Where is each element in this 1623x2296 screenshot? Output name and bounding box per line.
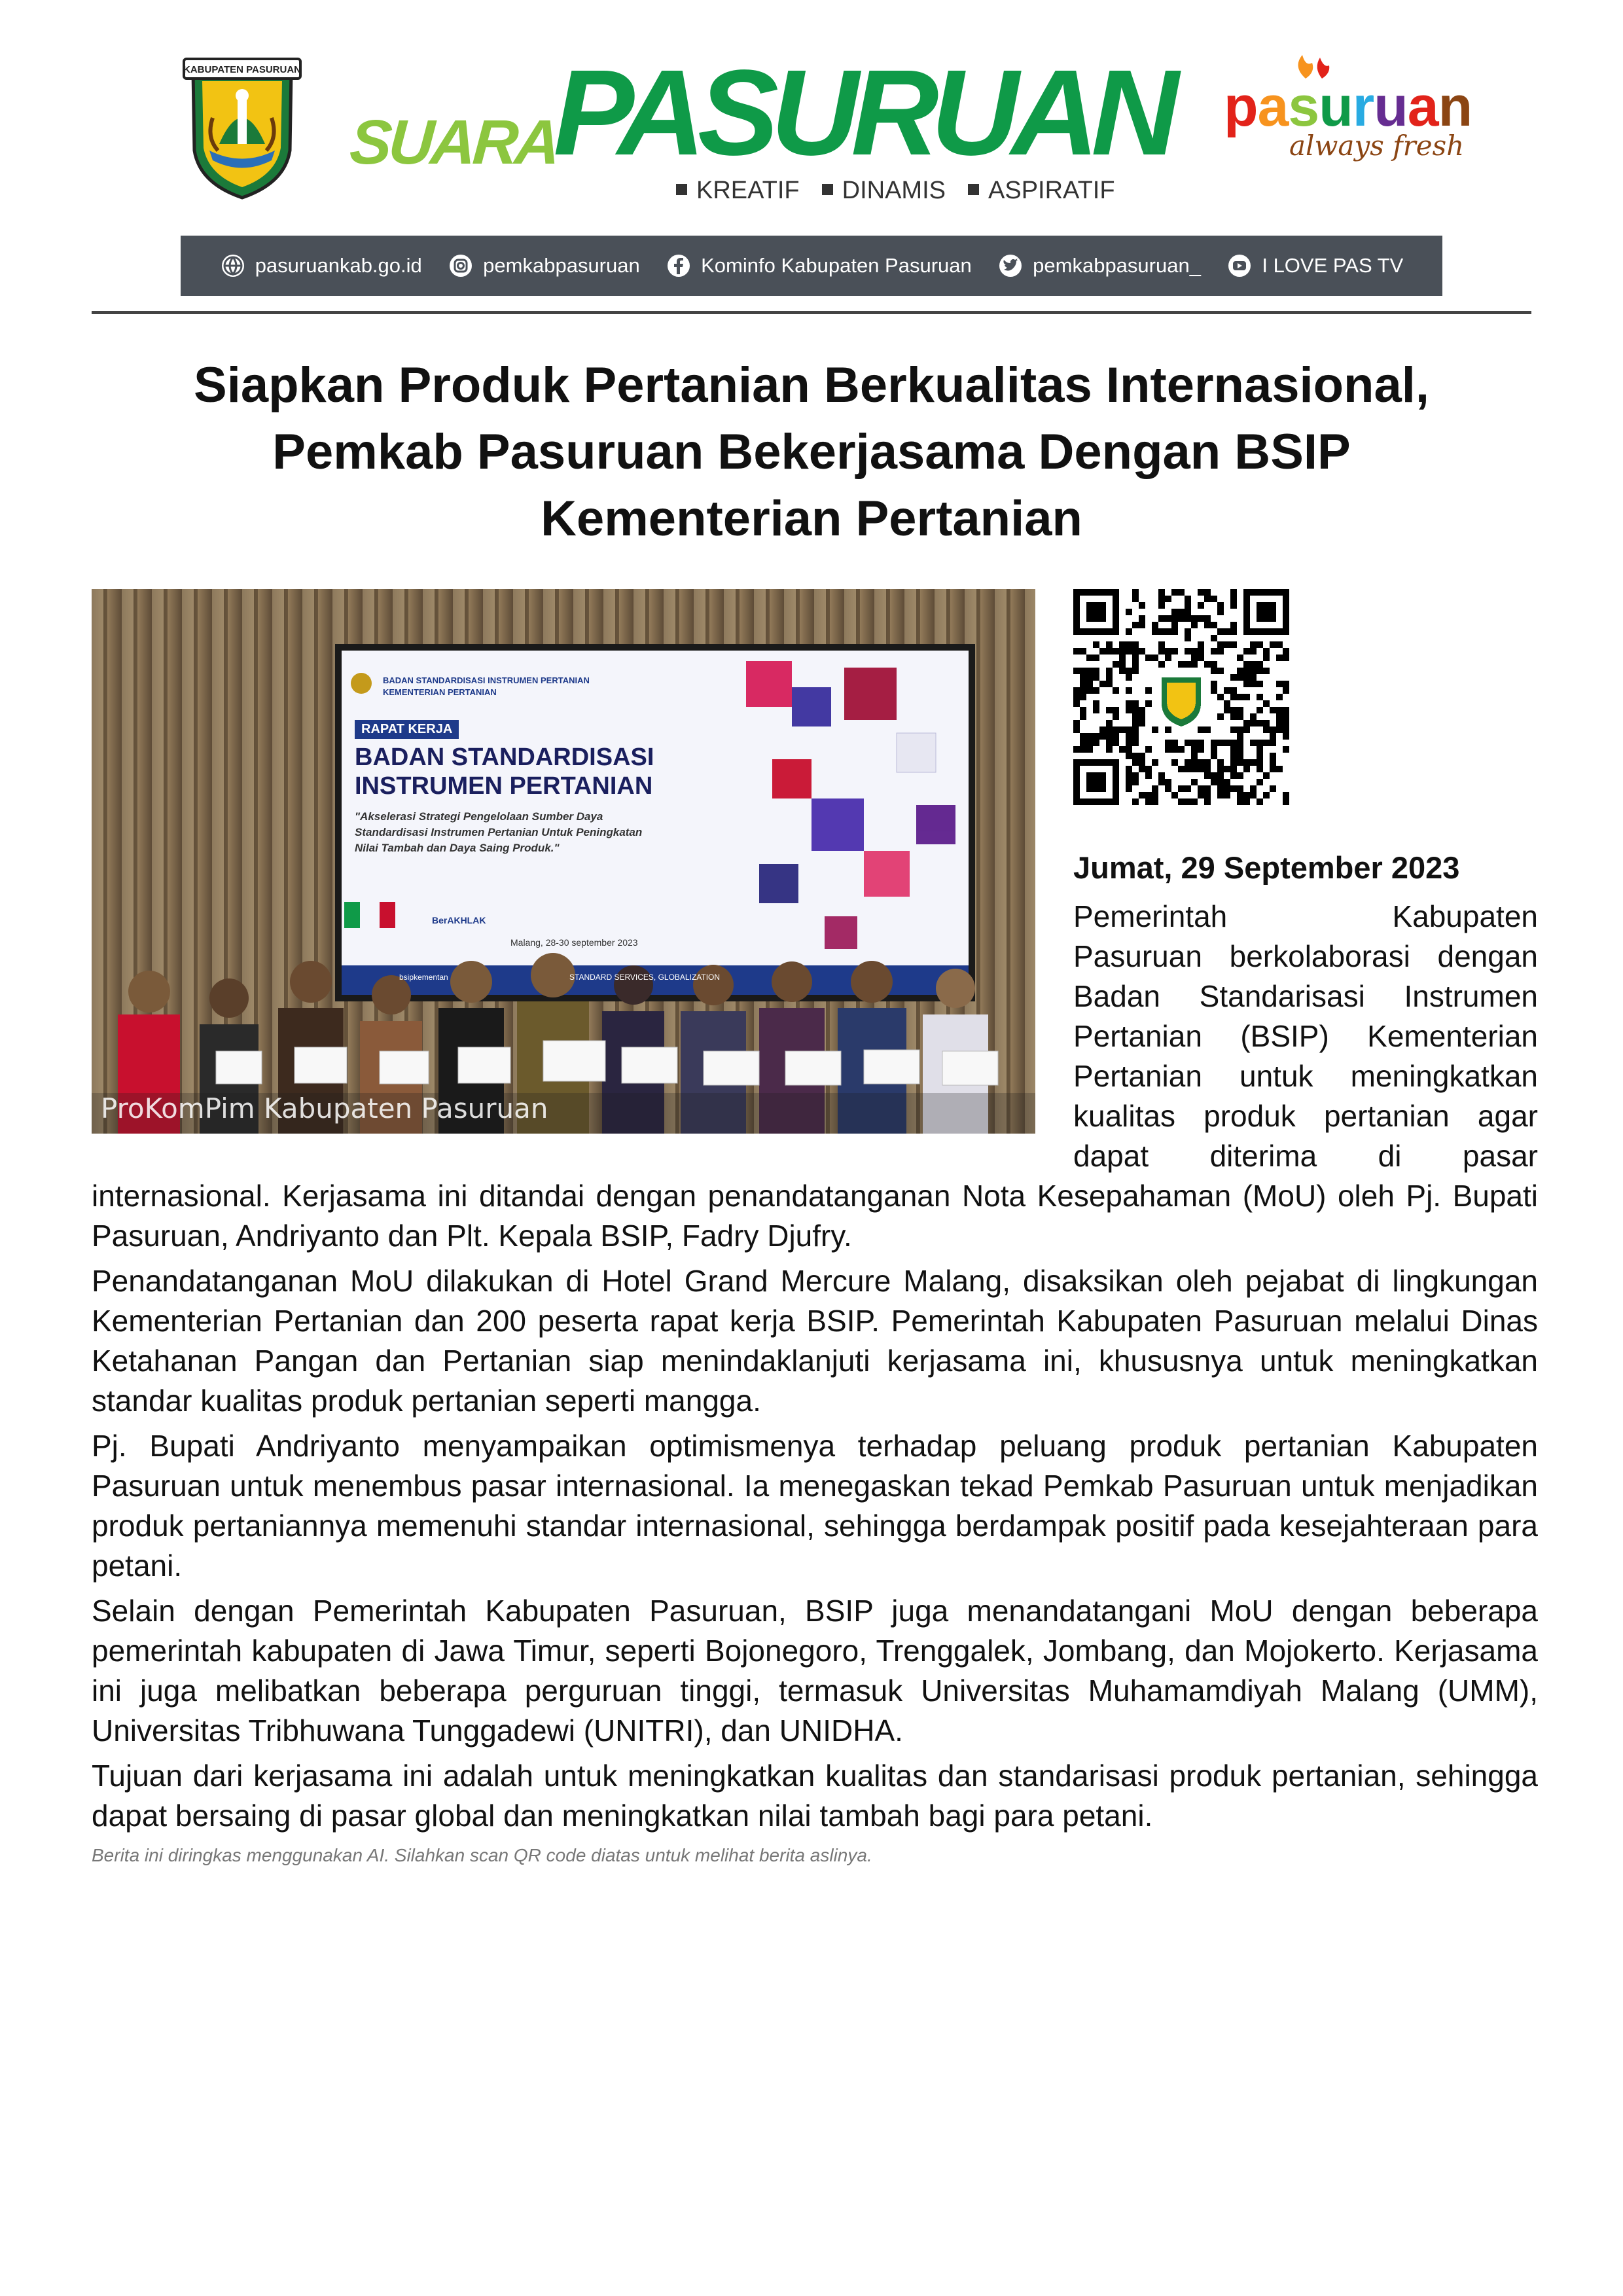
headline-line: Kementerian Pertanian [541, 491, 1082, 547]
lead-line: Pertanian untuk meningkatkan [1073, 1059, 1538, 1093]
body-paragraph: Penandatanganan MoU dilakukan di Hotel Grand Mercure Malang, disaksikan oleh pejabat di lingkungan Kementerian Pertanian dan 200 peserta rapat kerja BSIP. Pemerintah Kabupaten Pasuruan melalui Dinas Ketahanan Pangan dan Pertanian siap menindaklanjuti kerjasama ini, khususnya untuk meningkatkan standar kualitas produk pertanian seperti mangga. [92, 1264, 1538, 1418]
social-link-instagram[interactable]: pemkabpasuruan [448, 253, 640, 279]
lead-paragraph [1073, 897, 1538, 1176]
svg-text:KABUPATEN PASURUAN: KABUPATEN PASURUAN [183, 64, 301, 75]
social-link-twitter[interactable]: pemkabpasuruan_ [997, 253, 1201, 279]
body-paragraph: internasional. Kerjasama ini ditandai dengan penandatanganan Nota Kesepahaman (MoU) oleh Pj. Bupati Pasuruan, Andriyanto dan Plt. Kepala BSIP, Fadry Djufry. [92, 1179, 1538, 1253]
youtube-icon [1226, 253, 1253, 279]
screen-org-line: KEMENTERIAN PERTANIAN [383, 687, 497, 697]
social-link-website[interactable]: pasuruankab.go.id [220, 253, 422, 279]
twitter-icon [997, 253, 1024, 279]
tagline-item: DINAMIS [822, 177, 946, 205]
brand-secondary-tagline: always fresh [1289, 130, 1465, 162]
headline-line: Siapkan Produk Pertanian Berkualitas Internasional, [194, 357, 1429, 413]
screen-org-line: BADAN STANDARDISASI INSTRUMEN PERTANIAN [383, 675, 590, 685]
qr-finder-pattern [1243, 589, 1289, 635]
brand-main: PASURUAN [553, 45, 1171, 181]
article-body [92, 1176, 1538, 1866]
lead-line: dapat diterima di pasar [1073, 1139, 1538, 1173]
lead-line: Badan Standarisasi Instrumen [1073, 979, 1538, 1013]
screen-badge: RAPAT KERJA [355, 720, 459, 739]
qr-finder-pattern [1073, 589, 1119, 635]
article-photo [92, 589, 1035, 1134]
square-bullet-icon [968, 184, 979, 195]
body-paragraph: Tujuan dari kerjasama ini adalah untuk meningkatkan kualitas dan standarisasi produk pertanian, sehingga dapat bersaing di pasar global dan meningkatkan nilai tambah bagi para petani. [92, 1759, 1538, 1833]
square-bullet-icon [676, 184, 687, 195]
header-divider [92, 311, 1531, 314]
screen-venue: Malang, 28-30 september 2023 [510, 937, 638, 948]
kabupaten-pasuruan-crest-logo [180, 52, 304, 203]
screen-footer: STANDARD SERVICES, GLOBALIZATION [569, 973, 721, 982]
body-paragraph: Pj. Bupati Andriyanto menyampaikan optimismenya terhadap peluang produk pertanian Kabupaten Pasuruan untuk menembus pasar internasional. Ia menegaskan tekad Pemkab Pasuruan untuk menjadikan produk pertaniannya memenuhi standar internasional, sehingga berdampak positif pada kesejahteraan para petani. [92, 1429, 1538, 1583]
ai-summary-footnote: Berita ini diringkas menggunakan AI. Silahkan scan QR code diatas untuk melihat berita aslinya. [92, 1845, 872, 1865]
body-paragraph: Selain dengan Pemerintah Kabupaten Pasuruan, BSIP juga menandatangani MoU dengan beberapa pemerintah kabupaten di Jawa Timur, seperti Bojonegoro, Trenggalek, Jombang, dan Mojokerto. Kerjasama ini juga melibatkan beberapa perguruan tinggi, termasuk Universitas Muhamamdiyah Malang (UMM), Universitas Tribhuwana Tunggadewi (UNITRI), dan UNIDHA. [92, 1594, 1538, 1748]
screen-quote: Standardisasi Instrumen Pertanian Untuk Peningkatan [355, 826, 643, 838]
facebook-icon [666, 253, 692, 279]
brand-secondary-word: pasuruan [1224, 75, 1472, 138]
social-link-facebook[interactable]: Kominfo Kabupaten Pasuruan [666, 253, 972, 279]
social-link-youtube[interactable]: I LOVE PAS TV [1226, 253, 1403, 279]
screen-quote: Nilai Tambah dan Daya Saing Produk." [355, 842, 560, 854]
brand-wordmark [348, 45, 1171, 181]
screen-logo-label: BerAKHLAK [432, 915, 486, 925]
screen-footer: bsipkementan [399, 973, 448, 982]
tagline [676, 177, 1115, 205]
article-headline [92, 352, 1531, 552]
pasuruan-always-fresh-logo [1224, 75, 1472, 177]
lead-line: Pemerintah Kabupaten [1073, 899, 1538, 933]
photo-caption: ProKomPim Kabupaten Pasuruan [101, 1092, 548, 1124]
globe-icon [220, 253, 246, 279]
tagline-item: KREATIF [676, 177, 800, 205]
social-links-bar [181, 236, 1442, 296]
article-date: Jumat, 29 September 2023 [1073, 850, 1460, 885]
tagline-item: ASPIRATIF [968, 177, 1115, 205]
instagram-icon [448, 253, 474, 279]
headline-line: Pemkab Pasuruan Bekerjasama Dengan BSIP [272, 424, 1351, 480]
masthead [348, 45, 1175, 209]
square-bullet-icon [822, 184, 833, 195]
qr-code[interactable] [1073, 589, 1289, 805]
screen-title: BADAN STANDARDISASI [355, 744, 654, 771]
screen-quote: "Akselerasi Strategi Pengelolaan Sumber Daya [355, 810, 603, 823]
brand-prefix: SUARA [348, 107, 560, 177]
article-lead [1073, 897, 1538, 1176]
lead-line: Pasuruan berkolaborasi dengan [1073, 939, 1538, 973]
photo-scene [92, 589, 1035, 1134]
qr-finder-pattern [1073, 759, 1119, 805]
screen-title: INSTRUMEN PERTANIAN [355, 772, 653, 800]
lead-line: Pertanian (BSIP) Kementerian [1073, 1019, 1538, 1053]
lead-line: kualitas produk pertanian agar [1073, 1099, 1538, 1133]
